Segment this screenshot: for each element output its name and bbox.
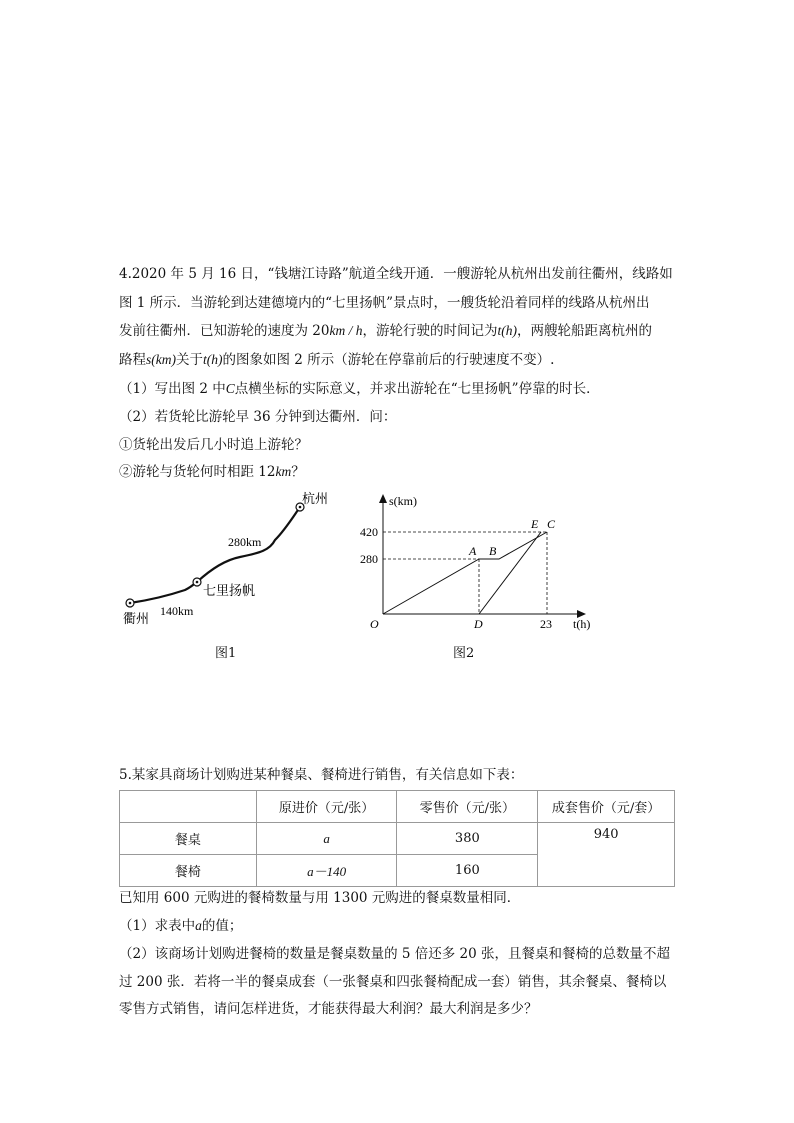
point-o: O	[370, 617, 379, 631]
text-segment: ②游轮与货轮何时相距 12	[119, 464, 276, 480]
text-segment: ？	[291, 464, 305, 480]
point-c: C	[547, 517, 556, 531]
table-cell-name: 餐桌	[120, 823, 257, 855]
table-header-cell	[120, 791, 257, 823]
label-quzhou: 衢州	[123, 611, 150, 626]
var-a: a	[195, 918, 202, 933]
cruise-ship-line	[383, 532, 547, 614]
figure1-route-map	[115, 485, 345, 635]
label-280km: 280km	[228, 535, 262, 549]
text-segment: （1）写出图 2 中	[119, 381, 226, 397]
problem5-intro: 5.某家具商场计划购进某种餐桌、餐椅进行销售，有关信息如下表：	[119, 767, 524, 783]
text-segment: 的图象如图 2 所示（游轮在停靠前后的行驶速度不变）.	[222, 352, 555, 368]
figure2-graph	[355, 488, 595, 638]
unit-km-h: km / h	[329, 323, 363, 338]
problem4-line1: 4.2020 年 5 月 16 日，“钱塘江诗路”航道全线开通．一艘游轮从杭州出发前往衢州，线路如	[119, 266, 673, 282]
text-segment: 路程	[119, 352, 146, 368]
qilishanfan-marker-icon	[193, 578, 201, 586]
point-a: A	[469, 544, 477, 558]
problem5-question1	[119, 916, 679, 936]
problem4-question2-2	[119, 462, 679, 482]
table-header-cell: 成套售价（元/套）	[538, 791, 675, 823]
label-hangzhou: 杭州	[302, 491, 329, 506]
text-segment: （1）求表中	[119, 918, 196, 934]
table-header-cell: 原进价（元/张）	[256, 791, 397, 823]
table-header-cell: 零售价（元/张）	[397, 791, 538, 823]
problem4-line2: 图 1 所示．当游轮到达建德境内的“七里扬帆”景点时，一艘货轮沿着同样的线路从杭州出	[119, 295, 650, 311]
text-segment: 的值；	[201, 918, 243, 934]
table-cell-retail: 380	[397, 823, 538, 855]
var-t-h: t(h)	[203, 352, 223, 367]
quzhou-marker-icon	[126, 599, 134, 607]
problem5-question2-line2: 过 200 张．若将一半的餐桌成套（一张餐桌和四张餐椅配成一套）销售，其余餐桌、餐椅以	[119, 974, 667, 990]
x-axis-label: t(h)	[573, 617, 591, 631]
var-s-km: s(km)	[146, 352, 176, 367]
problem4-line4	[119, 350, 679, 370]
text-segment: 关于	[176, 352, 203, 368]
y-tick-420: 420	[360, 525, 378, 539]
problem5-question2-line1: （2）该商场计划购进餐椅的数量是餐桌数量的 5 倍还多 20 张，且餐桌和餐椅的总数量不超	[119, 946, 671, 962]
label-140km: 140km	[160, 604, 194, 618]
problem4-line3	[119, 321, 679, 341]
table-cell-retail: 160	[397, 855, 538, 887]
unit-km: km	[275, 464, 292, 479]
text-segment: ，两艘轮船距离杭州的	[516, 323, 652, 339]
x-tick-23: 23	[540, 617, 552, 631]
text-segment: 发前往衢州．已知游轮的速度为 20	[119, 323, 330, 339]
problem4-question1	[119, 379, 679, 399]
label-qilishanfan: 七里扬帆	[203, 583, 256, 598]
problem5-question2-line3: 零售方式销售，请问怎样进货，才能获得最大利润？最大利润是多少？	[119, 1001, 538, 1017]
table-cell-cost: a－140	[256, 855, 397, 887]
problem4-question2-1: ①货轮出发后几小时追上游轮？	[119, 437, 308, 453]
table-cell-set-price: 940	[538, 823, 675, 887]
point-b: B	[489, 544, 497, 558]
problem5-known: 已知用 600 元购进的餐椅数量与用 1300 元购进的餐桌数量相同．	[119, 890, 521, 906]
problem4-question2: （2）若货轮比游轮早 36 分钟到达衢州．问：	[119, 409, 397, 425]
y-axis-arrow-icon	[379, 494, 387, 503]
table-cell-cost: a	[256, 823, 397, 855]
table-cell-name: 餐椅	[120, 855, 257, 887]
text-segment: ，游轮行驶的时间记为	[362, 323, 498, 339]
figure1-caption: 图1	[215, 646, 237, 661]
text-segment: 点横坐标的实际意义，并求出游轮在“七里扬帆”停靠的时长．	[234, 381, 600, 397]
table-row	[120, 823, 675, 855]
figure2-caption: 图2	[453, 646, 475, 661]
y-tick-280: 280	[360, 552, 378, 566]
point-d: D	[474, 617, 483, 631]
table-header-row	[120, 791, 675, 823]
var-t-h: t(h)	[497, 323, 517, 338]
price-table	[119, 790, 675, 887]
point-e: E	[531, 517, 539, 531]
var-c: C	[225, 381, 235, 396]
y-axis-label: s(km)	[389, 494, 417, 508]
